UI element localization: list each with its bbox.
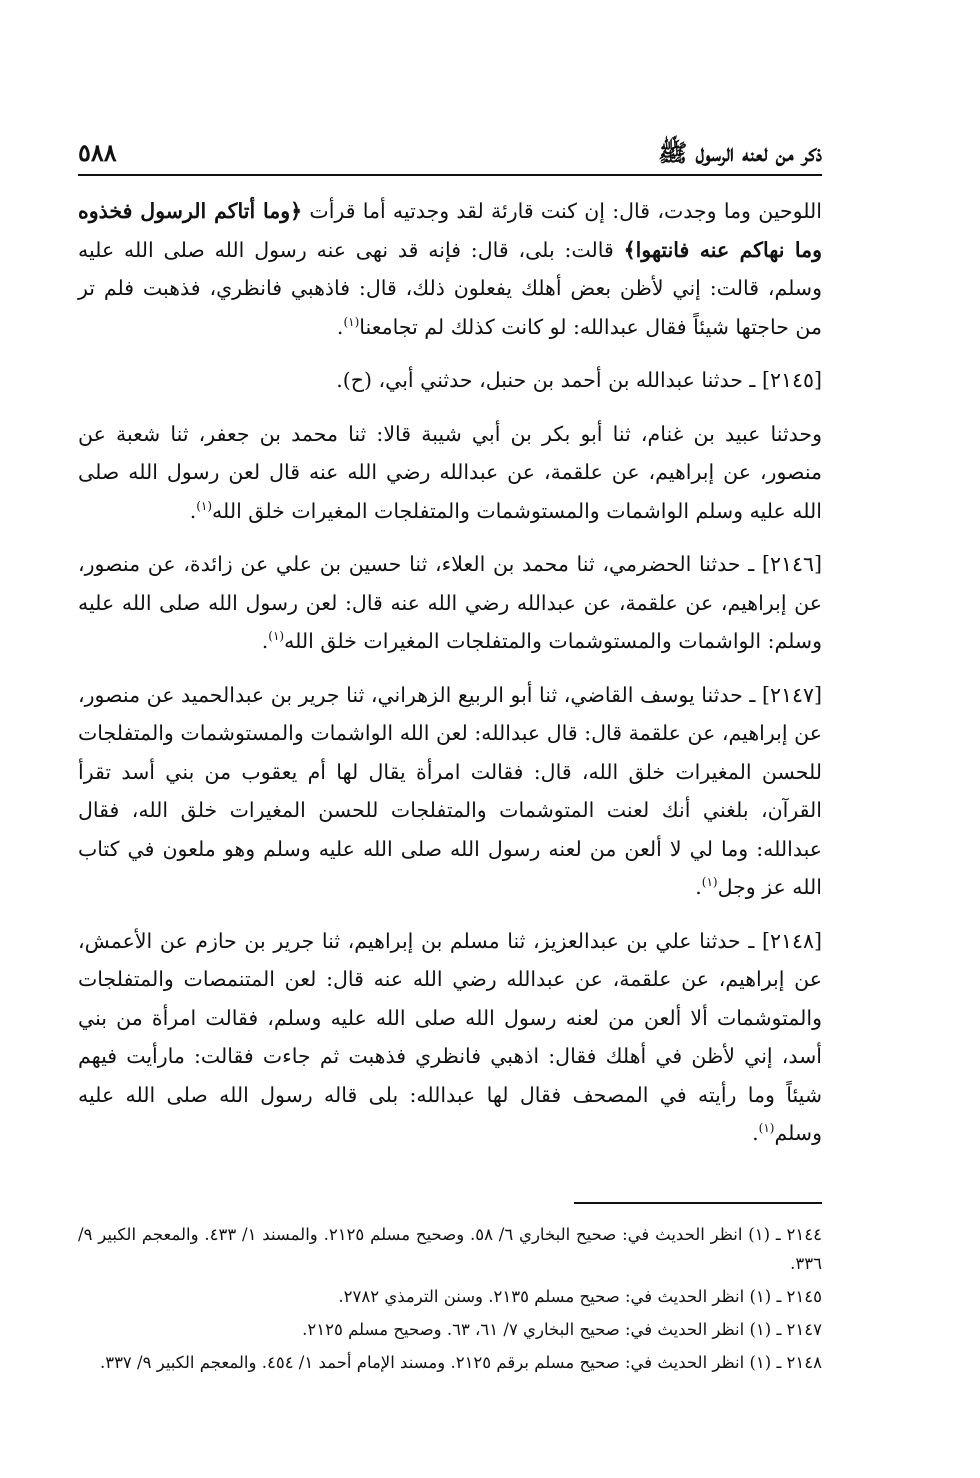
footnote-2148: ٢١٤٨ ـ (١) انظر الحديث في: صحيح مسلم برقم ٢١٢٥. ومسند الإمام أحمد ١/ ٤٥٤. والمعجم الكبير ٩/ ٣٣٧. xyxy=(99,1352,822,1372)
paragraph-text: وحدثنا عبيد بن غنام، ثنا أبو بكر بن أبي شيبة قالا: ثنا محمد بن جعفر، ثنا شعبة عن منصور، عن إبراهيم، عن علقمة، عن عبدالله رضي الله عنه قال لعن رسول الله صلى الله عليه وسلم الواشمات والمستوشمات والمتفلجات المغيرات خلق الله xyxy=(78,421,822,523)
hadith-2148 xyxy=(78,922,822,1153)
page-body xyxy=(78,192,822,1153)
footnote-marker: (١) xyxy=(701,875,718,890)
hadith-number: [٢١٤٦] xyxy=(761,552,822,576)
paragraph-text: ـ حدثنا يوسف القاضي، ثنا أبو الربيع الزهراني، ثنا جرير بن عبدالحميد عن منصور، عن إبراهيم، عن علقمة قال: قال عبدالله: لعن الله الواشمات والمستوشمات والمتفلجات للحسن المغيرات خلق الله، قال: فقالت امرأة يقال لها أم يعقوب من بني أسد تقرأ القرآن، بلغني أنك لعنت المتوشمات والمتفلجات للحسن المغيرات خلق الله، فقال عبدالله: وما لي لا ألعن من لعنه رسول الله صلى الله عليه وسلم وهو ملعون في كتاب الله عز وجل xyxy=(78,682,822,899)
paragraph-end: . xyxy=(695,875,702,899)
hadith-2147 xyxy=(78,676,822,907)
footnote-2144: ٢١٤٤ ـ (١) انظر الحديث في: صحيح البخاري ٦/ ٥٨. وصحيح مسلم ٢١٢٥. والمسند ١/ ٤٣٣. والمعجم الكبير ٩/ ٣٣٦. xyxy=(78,1224,822,1273)
paragraph-text: قالت: بلى، قال: فإنه قد نهى عنه رسول الله صلى الله عليه وسلم، قالت: إني لأظن بعض أهلك يفعلون ذلك، قال: فاذهبي فانظري، فذهبت فلم تر من حاجتها شيئاً فقال عبدالله: لو كانت كذلك لم تجامعنا xyxy=(78,237,822,339)
running-title: ذكر من لعنه الرسول ﷺ xyxy=(658,138,822,167)
paragraph-text: ـ حدثنا الحضرمي، ثنا محمد بن العلاء، ثنا حسين بن علي عن زائدة، عن منصور، عن إبراهيم، عن علقمة، عن عبدالله رضي الله عنه قال: لعن رسول الله صلى الله عليه وسلم: الواشمات والمستوشمات والمتفلجات المغيرات خلق الله xyxy=(78,552,822,653)
footnotes xyxy=(78,1220,822,1377)
quran-quote: ﴿وما أتاكم الرسول فخذوه وما نهاكم عنه فانتهوا﴾ xyxy=(78,199,823,262)
paragraph-end: . xyxy=(752,1121,759,1145)
hadith-2146 xyxy=(78,545,822,661)
paragraph-end: . xyxy=(189,498,197,523)
hadith-number: [٢١٤٥] xyxy=(761,368,822,392)
hadith-2145-chain xyxy=(78,415,822,531)
footnote-marker: (١) xyxy=(758,1121,775,1136)
hadith-number: [٢١٤٧] xyxy=(761,682,822,707)
paragraph-end: . xyxy=(336,314,344,339)
footnote-marker: (١) xyxy=(196,498,213,513)
footnote-separator xyxy=(574,1202,822,1204)
book-page xyxy=(78,130,822,1381)
paragraph-end: . xyxy=(261,629,269,653)
running-header xyxy=(78,130,822,176)
footnote-marker: (١) xyxy=(343,314,360,329)
hadith-2145 xyxy=(78,361,822,400)
footnote-separator-wrap xyxy=(78,1168,822,1220)
hadith-number: [٢١٤٨] xyxy=(761,928,822,953)
paragraph-text: اللوحين وما وجدت، قال: إن كنت قارئة لقد وجدتيه أما قرأت xyxy=(302,199,822,223)
footnote-2145: ٢١٤٥ ـ (١) انظر الحديث في: صحيح مسلم ٢١٣٥. وسنن الترمذي ٢٧٨٢. xyxy=(338,1286,822,1306)
footnote-2147: ٢١٤٧ ـ (١) انظر الحديث في: صحيح البخاري ٧/ ٦١، ٦٣. وصحيح مسلم ٢١٢٥. xyxy=(302,1319,822,1339)
paragraph-text: ـ حدثنا عبدالله بن أحمد بن حنبل، حدثني أبي، (ح). xyxy=(336,368,762,392)
paragraph-text: ـ حدثنا علي بن عبدالعزيز، ثنا مسلم بن إبراهيم، ثنا جرير بن حازم عن الأعمش، عن إبراهيم، عن علقمة، عن عبدالله رضي الله عنه قال: لعن المتنمصات والمتفلجات والمتوشمات ألا ألعن من لعنه رسول الله صلى الله عليه وسلم، فقالت امرأة من بني أسد، إني لأظن في أهلك فقال: اذهبي فانظري فذهبت ثم جاءت فقالت: مارأيت فيهم شيئاً وما رأيته في المصحف فقال لها عبدالله: بلى قاله رسول الله صلى الله عليه وسلم xyxy=(78,928,822,1145)
footnote-marker: (١) xyxy=(268,629,285,644)
page-number: ٥٨٨ xyxy=(78,138,117,167)
paragraph-continuation xyxy=(78,192,822,346)
